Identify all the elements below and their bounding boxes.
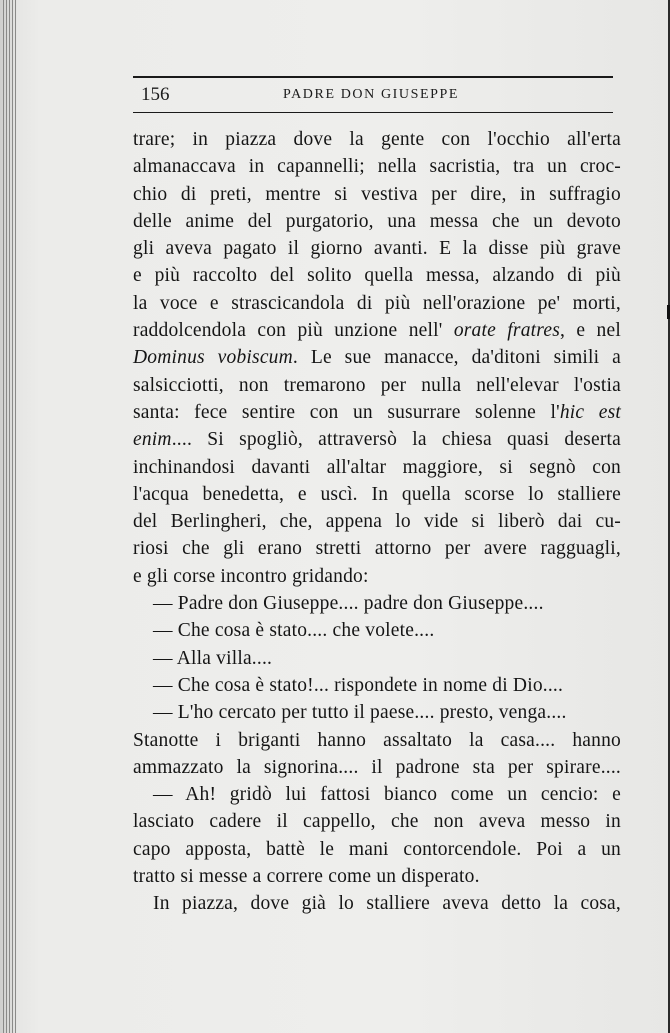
running-title: PADRE DON GIUSEPPE [283, 87, 460, 102]
text-line: delle anime del purgatorio, una messa che un devoto [133, 210, 621, 232]
text-line: del Berlingheri, che, appena lo vide si liberò dai cu- [133, 511, 621, 533]
page-edge [3, 0, 4, 1033]
text-line: Stanotte i briganti hanno assaltato la casa.... hanno [133, 729, 621, 751]
text-line: capo apposta, battè le mani contorcendole. Poi a un [133, 838, 621, 860]
page-number: 156 [141, 84, 170, 105]
text-line: l'acqua benedetta, e uscì. In quella scorse lo stalliere [133, 483, 621, 505]
dialogue-line: — Padre don Giuseppe.... padre don Giuseppe.... [153, 593, 544, 615]
text-line: In piazza, dove già lo stalliere aveva detto la cosa, [153, 893, 621, 915]
text-line: gli aveva pagato il giorno avanti. E la disse più grave [133, 238, 621, 260]
text-line: inchinandosi davanti all'altar maggiore, si segnò con [133, 456, 621, 478]
page-edge [12, 0, 13, 1033]
text-line: riosi che gli erano stretti attorno per avere ragguagli, [133, 538, 621, 560]
dialogue-line: — Che cosa è stato!... rispondete in nome di Dio.... [153, 674, 564, 696]
header-rule-bottom [133, 112, 613, 113]
running-header [133, 76, 613, 116]
text-line: trare; in piazza dove la gente con l'occhio all'erta [133, 129, 621, 150]
header-rule-top [133, 76, 613, 78]
dialogue-line: — Ah! gridò lui fattosi bianco come un cencio: e [153, 784, 621, 806]
dialogue-line: — Alla villa.... [153, 647, 273, 669]
page-edge [15, 0, 16, 1033]
text-line: ammazzato la signorina.... il padrone sta per spirare.... [133, 756, 621, 778]
dialogue-line: — L'ho cercato per tutto il paese.... presto, venga.... [153, 702, 567, 724]
text-line: chio di preti, mentre si vestiva per dire, in suffragio [133, 183, 621, 205]
text-line: lasciato cadere il cappello, che non aveva messo in [133, 811, 621, 833]
page-edge [6, 0, 7, 1033]
dialogue-line: — Che cosa è stato.... che volete.... [153, 620, 435, 642]
body-text [133, 126, 621, 918]
text-line: e gli corse incontro gridando: [133, 565, 369, 587]
text-line: Dominus vobiscum. Le sue manacce, da'ditoni simili a [133, 347, 621, 369]
page-edge [9, 0, 10, 1033]
text-line: almanaccava in capannelli; nella sacristia, tra un croc- [133, 156, 621, 178]
text-line: raddolcendola con più unzione nell' orate fratres, e nel [133, 320, 621, 342]
text-line: la voce e strascicandola di più nell'orazione pe' morti, [133, 292, 621, 314]
text-line: santa: fece sentire con un susurrare solenne l'hic est [133, 401, 621, 423]
text-line: e più raccolto del solito quella messa, alzando di più [133, 265, 621, 287]
text-line: enim.... Si spogliò, attraversò la chiesa quasi deserta [133, 429, 621, 451]
text-line: tratto si messe a correre come un disperato. [133, 866, 480, 888]
text-line: salsicciotti, non tremarono per nulla nell'elevar l'ostia [133, 374, 621, 396]
